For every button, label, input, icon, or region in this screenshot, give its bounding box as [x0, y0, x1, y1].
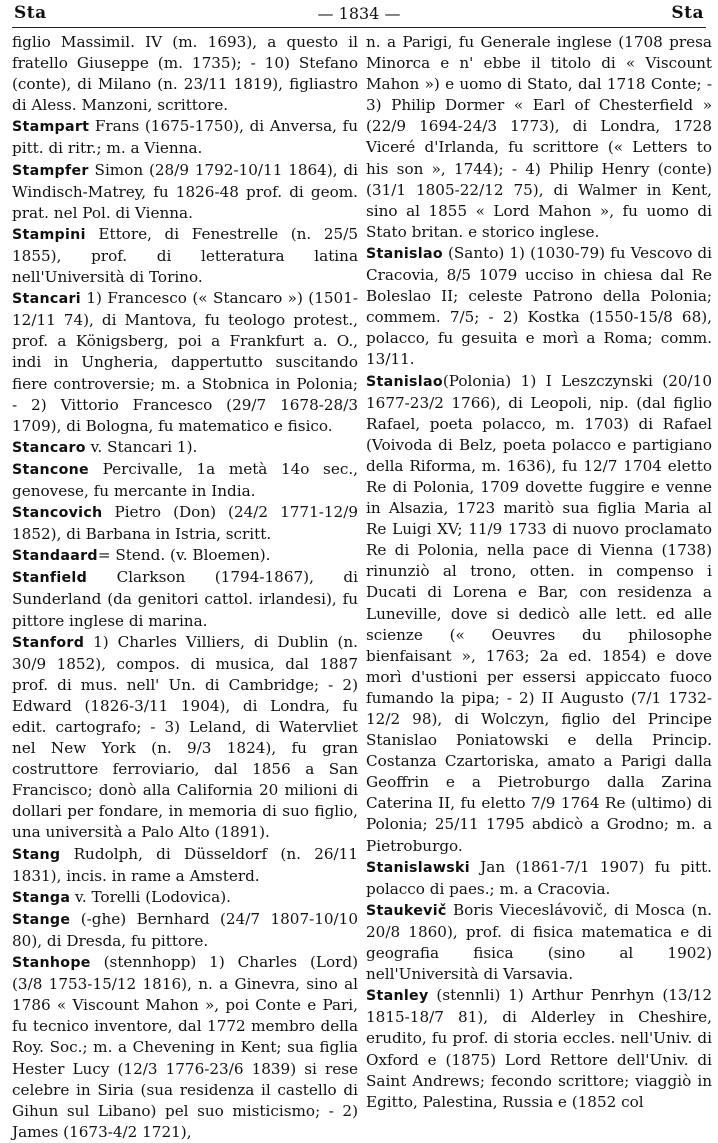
header-right-keyword: Sta — [671, 3, 704, 23]
headword: Stampart — [12, 119, 90, 136]
headword: Stanislawski — [366, 859, 470, 876]
headword: Stanfield — [12, 570, 88, 587]
headword: Stancari — [12, 291, 81, 308]
entry-standaard: Standaard= Stend. (v. Bloemen). — [12, 546, 271, 565]
entry-stampart: Stampart Frans (1675-1750), di Anversa, fu pitt. di ritr.; m. a Vienna. — [12, 117, 358, 158]
headword: Standaard — [12, 548, 98, 565]
entry-stancari: Stancari 1) Francesco (« Stancaro ») (1501-12/11 74), di Mantova, fu teologo protest., prof. a Königsberg, poi a Frankfurt a. O., indi in Ungheria, dappertutto suscitando fiere controversie; m. a Stobnica in Polonia; - 2) Vittorio Francesco (29/7 1678-28/3 1709), di Bologna, fu matematico e fisico. — [12, 289, 359, 435]
headword: Staukevič — [366, 902, 447, 919]
headword: Stanford — [12, 634, 85, 651]
entry-stang: Stang Rudolph, di Düsseldorf (n. 26/11 1831), incis. in rame a Amsterd. — [12, 844, 359, 885]
entry-stanislao-santo: Stanislao (Santo) 1) (1030-79) fu Vescovo di Cracovia, 8/5 1079 ucciso in chiesa dal Re Boleslao II; celeste Patrono della Polonia; commem. 7/5; - 2) Kostka (1550-15/8 68), polacco, fu gesuita e morì a Roma; comm. 13/11. — [366, 243, 713, 369]
entry-stancone: Stancone Percivalle, 1a metà 14o sec., genovese, fu mercante in India. — [12, 459, 358, 500]
entry-staukevic: Staukevič Boris Vieceslávovič, di Mosca (n. 20/8 1860), prof. di fisica matematica e di geografia fisica (sino al 1902) nell'Università di Varsavia. — [366, 900, 712, 984]
entry-stancaro: Stancaro v. Stancari 1). — [12, 437, 198, 456]
entry-stanfield: Stanfield Clarkson (1794-1867), di Sunderland (da genitori cattol. irlandesi), fu pittore inglese di marina. — [12, 568, 359, 630]
page-number: — 1834 — — [317, 3, 401, 23]
entry-stanford: Stanford 1) Charles Villiers, di Dublin (n. 30/9 1852), compos. di musica, dal 1887 prof. di mus. nell' Un. di Cambridge; - 2) Edward (1826-3/11 1904), di Londra, fu edit. cartografo; - 3) Leland, di Watervliet nel New York (n. 9/3 1824), fu gran costruttore ferroviario, dal 1856 a San Francisco; donò alla California 20 milioni di dollari per fondare, in memoria di suo figlio, una università a Palo Alto (1891). — [12, 632, 358, 842]
headword: Stange — [12, 911, 71, 928]
headword: Stampini — [12, 226, 86, 243]
entry-stanislawski: Stanislawski Jan (1861-7/1 1907) fu pitt. polacco di paes.; m. a Cracovia. — [366, 857, 712, 898]
entry-stanislao-polonia: Stanislao(Polonia) 1) I Leszczynski (20/10 1677-23/2 1766), di Leopoli, nip. (dal figlio Rafael, poeta polacco, m. 1703) di Rafael (Voivoda di Belz, poeta polacco e partigiano della Riforma, m. 1636), fu 12/7 1704 eletto Re di Polonia, 1709 dovette fuggire e venne in Alsazia, 1723 maritò sua figlia Maria al Re Luigi XV; 11/9 1733 di nuovo proclamato Re di Polonia, nella pace di Vienna (1738) rinunziò al trono, otten. in compenso i Ducati di Lorena e Bar, con residenza a Luneville, dove si dedicò alle lett. ed alle scienze (« Oeuvres du philosophe bienfaisant », 1763; 2a ed. 1854) e dove morì d'ustioni per essersi appiccato fuoco fumando la pipa; - 2) II Augusto (7/1 1732-12/2 98), di Wolczyn, figlio del Principe Stanislao Poniatowski e della Princip. Costanza Czartoriska, amato a Parigi dalla Geoffrin e a Pietroburgo dalla Zarina Caterina II, fu eletto 7/9 1764 Re (ultimo) di Polonia; 25/11 1795 abdicò a Grodno; m. a Pietroburgo. — [366, 371, 712, 855]
entry-stange: Stange (-ghe) Bernhard (24/7 1807-10/10 80), di Dresda, fu pittore. — [12, 909, 359, 950]
left-column — [12, 32, 359, 1141]
headword: Stancaro — [12, 439, 86, 456]
header-rule — [12, 27, 706, 28]
entry-stanhope: Stanhope (stennhopp) 1) Charles (Lord) (3/8 1753-15/12 1816), n. a Ginevra, sino al 1786 « Viscount Mahon », poi Conte e Pari, fu tecnico inventore, dal 1772 membro della Roy. Soc.; m. a Chevening in Kent; sua figlia Hester Lucy (12/3 1776-23/6 1839) si rese celebre in Siria (sua residenza il castello di Gihun sul Libano) pel suo misticismo; - 2) James (1673-4/2 1721), — [12, 953, 358, 1141]
headword: Stancovich — [12, 505, 103, 522]
headword: Stanhope — [12, 955, 91, 972]
entry-stampfer: Stampfer Simon (28/9 1792-10/11 1864), di Windisch-Matrey, fu 1826-48 prof. di geom. prat. nel Pol. di Vienna. — [12, 160, 358, 222]
headword: Stanislao — [366, 245, 443, 262]
entry-massimil-cont: figlio Massimil. IV (m. 1693), a questo il fratello Giuseppe (m. 1735); - 10) Stefano (conte), di Milano (n. 23/11 1819), figliastro di Aless. Manzoni, scrittore. — [12, 33, 358, 115]
headword: Stancone — [12, 461, 89, 478]
entry-stampini: Stampini Ettore, di Fenestrelle (n. 25/5 1855), prof. di letteratura latina nell'Università di Torino. — [12, 224, 358, 287]
headword: Stanislao — [366, 373, 443, 390]
entry-stancovich: Stancovich Pietro (Don) (24/2 1771-12/9 1852), di Barbana in Istria, scritt. — [12, 503, 358, 544]
page-header — [14, 0, 704, 26]
entry-stanga: Stanga v. Torelli (Lodovica). — [12, 887, 231, 906]
header-left-keyword: Sta — [14, 3, 47, 23]
entry-stanley: Stanley (stennli) 1) Arthur Penrhyn (13/12 1815-18/7 81), di Alderley in Cheshire, erudito, fu prof. di storia eccles. nell'Univ. di Oxford e (1875) Lord Rettore dell'Univ. di Saint Andrews; fecondo scrittore; viaggiò in Egitto, Palestina, Russia e (1852 col — [366, 986, 713, 1111]
headword: Stanga — [12, 889, 71, 906]
headword: Stampfer — [12, 162, 89, 179]
headword: Stang — [12, 846, 61, 863]
headword: Stanley — [366, 988, 429, 1005]
entry-stanhope-cont: n. a Parigi, fu Generale inglese (1708 presa Minorca e n' ebbe il titolo di « Viscount Mahon ») e uomo di Stato, dal 1718 Conte; - 3) Philip Dormer « Earl of Chesterfield » (22/9 1694-24/3 1773), di Londra, 1728 Viceré d'Irlanda, fu scrittore (« Letters to his son », 1744); - 4) Philip Henry (conte) (31/1 1805-22/12 75), di Walmer in Kent, sino al 1855 « Lord Mahon », fu uomo di Stato britan. e storico inglese. — [366, 33, 712, 241]
right-column — [366, 32, 712, 1127]
